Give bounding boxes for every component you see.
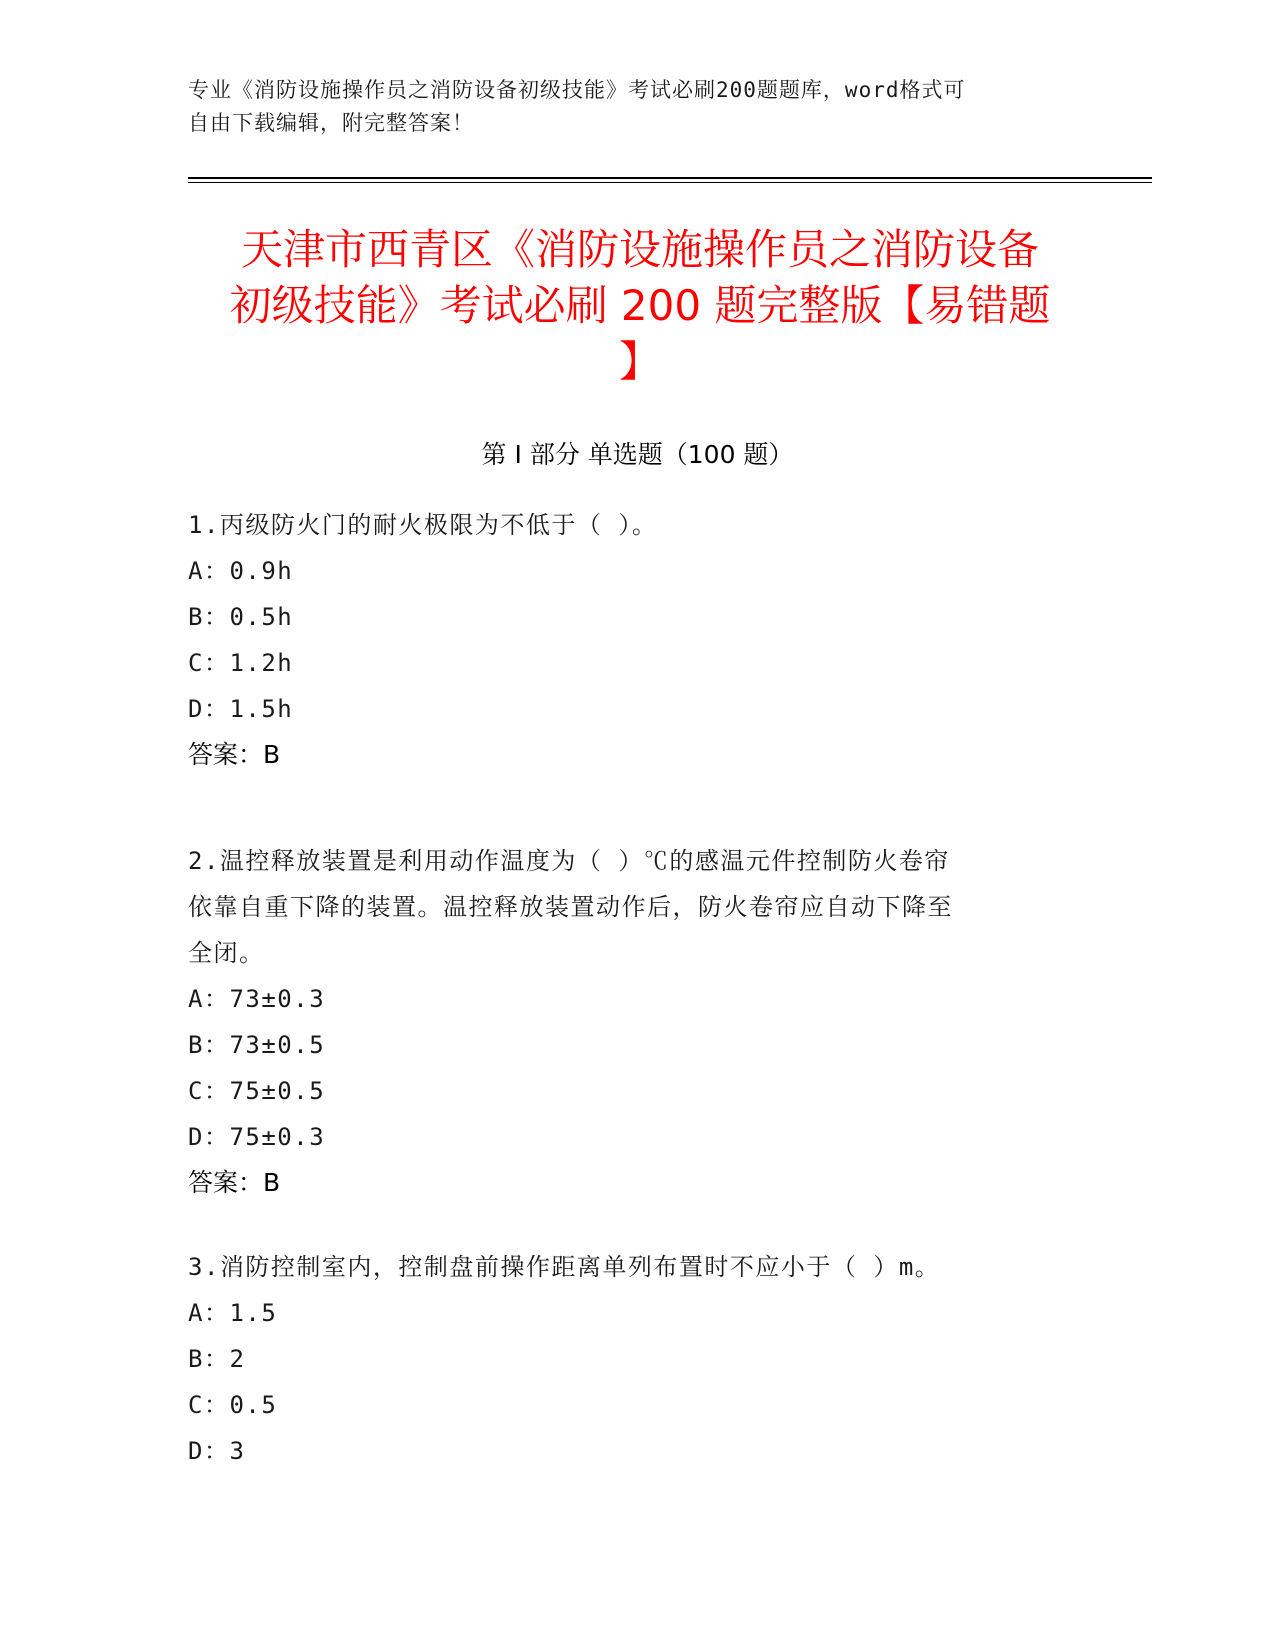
question-1 — [188, 502, 1068, 778]
question-stem-line-1: 2.温控释放装置是利用动作温度为（ ）℃的感温元件控制防火卷帘 — [188, 847, 950, 875]
question-stem: 1.丙级防火门的耐火极限为不低于（ ）。 — [188, 511, 658, 539]
option-d: D：1.5h — [188, 695, 294, 723]
answer: 答案：B — [188, 1168, 281, 1197]
header-line-2: 自由下载编辑，附完整答案！ — [188, 111, 474, 135]
header-divider-thin — [188, 182, 1152, 183]
option-b: B：2 — [188, 1345, 246, 1373]
answer: 答案：B — [188, 740, 281, 769]
option-b: B：73±0.5 — [188, 1031, 326, 1059]
question-3 — [188, 1244, 1068, 1474]
option-c: C：75±0.5 — [188, 1077, 326, 1105]
option-c: C：0.5 — [188, 1391, 278, 1419]
option-a: A：0.9h — [188, 557, 294, 585]
question-stem-line-2: 依靠自重下降的装置。温控释放装置动作后，防火卷帘应自动下降至 — [188, 893, 953, 921]
option-d: D：75±0.3 — [188, 1123, 326, 1151]
title-line-2: 初级技能》考试必刷 200 题完整版【易错题 — [229, 281, 1051, 330]
option-b: B：0.5h — [188, 603, 294, 631]
option-c: C：1.2h — [188, 649, 294, 677]
document-title — [190, 222, 1090, 390]
question-stem: 3.消防控制室内，控制盘前操作距离单列布置时不应小于（ ）m。 — [188, 1253, 941, 1281]
document-header — [188, 74, 1088, 140]
option-a: A：1.5 — [188, 1299, 278, 1327]
option-a: A：73±0.3 — [188, 985, 326, 1013]
title-line-1: 天津市西青区《消防设施操作员之消防设备 — [240, 225, 1039, 274]
question-2 — [188, 838, 1068, 1206]
header-divider-thick — [188, 177, 1152, 179]
section-title: 第 I 部分 单选题（100 题） — [481, 440, 794, 469]
option-d: D：3 — [188, 1437, 246, 1465]
header-line-1: 专业《消防设施操作员之消防设备初级技能》考试必刷200题题库，word格式可 — [188, 78, 966, 102]
question-stem-line-3: 全闭。 — [188, 939, 265, 967]
title-line-3: 】 — [618, 337, 661, 386]
